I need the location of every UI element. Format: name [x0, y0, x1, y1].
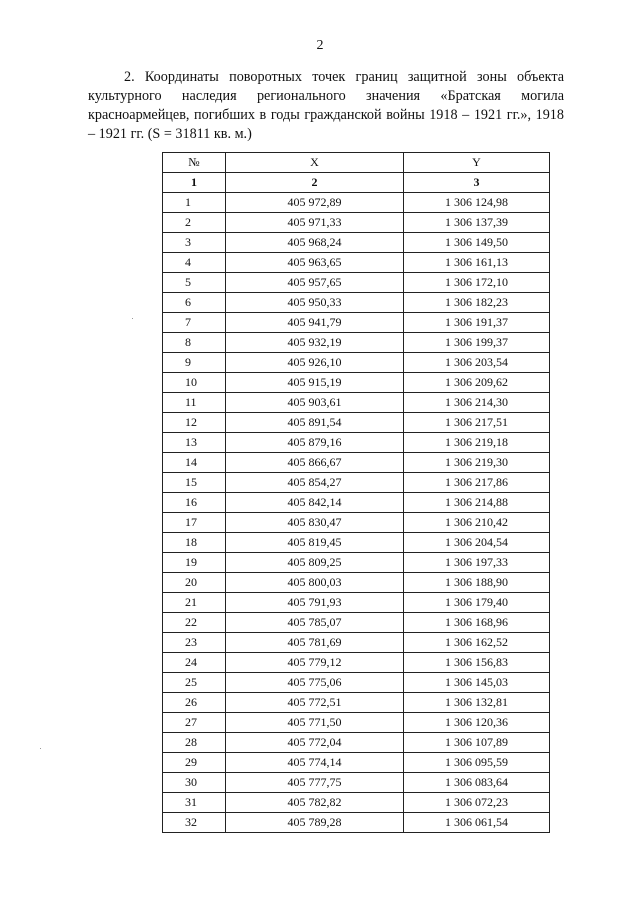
cell-point-number: 6 [163, 293, 226, 313]
cell-coordinate-x: 405 777,75 [226, 773, 404, 793]
cell-coordinate-y: 1 306 156,83 [404, 653, 550, 673]
table-row [163, 393, 550, 413]
cell-coordinate-x: 405 779,12 [226, 653, 404, 673]
cell-coordinate-y: 1 306 210,42 [404, 513, 550, 533]
cell-point-number: 2 [163, 213, 226, 233]
cell-coordinate-y: 1 306 168,96 [404, 613, 550, 633]
cell-coordinate-x: 405 932,19 [226, 333, 404, 353]
cell-coordinate-y: 1 306 120,36 [404, 713, 550, 733]
table-row [163, 453, 550, 473]
coordinates-table [162, 152, 550, 833]
cell-coordinate-x: 405 957,65 [226, 273, 404, 293]
cell-coordinate-x: 405 772,04 [226, 733, 404, 753]
cell-coordinate-x: 405 789,28 [226, 813, 404, 833]
cell-coordinate-y: 1 306 219,30 [404, 453, 550, 473]
table-row [163, 753, 550, 773]
cell-point-number: 29 [163, 753, 226, 773]
cell-coordinate-x: 405 830,47 [226, 513, 404, 533]
cell-coordinate-y: 1 306 132,81 [404, 693, 550, 713]
table-row [163, 813, 550, 833]
cell-coordinate-x: 405 774,14 [226, 753, 404, 773]
cell-point-number: 21 [163, 593, 226, 613]
cell-point-number: 18 [163, 533, 226, 553]
cell-point-number: 11 [163, 393, 226, 413]
cell-point-number: 12 [163, 413, 226, 433]
cell-coordinate-y: 1 306 161,13 [404, 253, 550, 273]
cell-point-number: 19 [163, 553, 226, 573]
table-row [163, 533, 550, 553]
cell-coordinate-x: 405 781,69 [226, 633, 404, 653]
table-row [163, 513, 550, 533]
cell-coordinate-x: 405 891,54 [226, 413, 404, 433]
scan-mark [132, 318, 133, 319]
cell-point-number: 4 [163, 253, 226, 273]
cell-point-number: 25 [163, 673, 226, 693]
table-row [163, 473, 550, 493]
cell-coordinate-y: 1 306 204,54 [404, 533, 550, 553]
cell-coordinate-y: 1 306 191,37 [404, 313, 550, 333]
cell-coordinate-y: 1 306 124,98 [404, 193, 550, 213]
cell-coordinate-x: 405 879,16 [226, 433, 404, 453]
cell-coordinate-y: 1 306 162,52 [404, 633, 550, 653]
cell-coordinate-y: 1 306 149,50 [404, 233, 550, 253]
cell-point-number: 20 [163, 573, 226, 593]
cell-point-number: 14 [163, 453, 226, 473]
table-row [163, 413, 550, 433]
cell-coordinate-x: 405 775,06 [226, 673, 404, 693]
table-row [163, 233, 550, 253]
section-heading: 2. Координаты поворотных точек границ защитной зоны объекта культурного наследия регионального значения «Братская могила красноармейцев, погибших в годы гражданской войны 1918 – 1921 гг.», 1918 – 1921 гг. (S = 31811 кв. м.) [88, 69, 564, 142]
cell-coordinate-x: 405 819,45 [226, 533, 404, 553]
table-header-row [163, 153, 550, 173]
cell-coordinate-y: 1 306 137,39 [404, 213, 550, 233]
cell-point-number: 28 [163, 733, 226, 753]
cell-point-number: 26 [163, 693, 226, 713]
cell-coordinate-y: 1 306 214,88 [404, 493, 550, 513]
column-header-x: X [226, 153, 404, 173]
table-row [163, 433, 550, 453]
table-row [163, 573, 550, 593]
cell-coordinate-x: 405 772,51 [226, 693, 404, 713]
cell-coordinate-x: 405 791,93 [226, 593, 404, 613]
table-row [163, 593, 550, 613]
cell-coordinate-y: 1 306 061,54 [404, 813, 550, 833]
cell-coordinate-y: 1 306 145,03 [404, 673, 550, 693]
table-row [163, 333, 550, 353]
cell-coordinate-y: 1 306 095,59 [404, 753, 550, 773]
column-index-number: 1 [163, 173, 226, 193]
cell-coordinate-y: 1 306 182,23 [404, 293, 550, 313]
cell-coordinate-x: 405 854,27 [226, 473, 404, 493]
table-row [163, 793, 550, 813]
table-row [163, 193, 550, 213]
cell-coordinate-y: 1 306 083,64 [404, 773, 550, 793]
cell-coordinate-x: 405 866,67 [226, 453, 404, 473]
cell-coordinate-x: 405 809,25 [226, 553, 404, 573]
cell-coordinate-x: 405 915,19 [226, 373, 404, 393]
cell-point-number: 24 [163, 653, 226, 673]
column-index-y: 3 [404, 173, 550, 193]
cell-coordinate-x: 405 963,65 [226, 253, 404, 273]
table-row [163, 273, 550, 293]
cell-coordinate-x: 405 800,03 [226, 573, 404, 593]
cell-point-number: 5 [163, 273, 226, 293]
cell-coordinate-x: 405 785,07 [226, 613, 404, 633]
cell-point-number: 31 [163, 793, 226, 813]
table-row [163, 553, 550, 573]
scan-mark [40, 748, 41, 749]
cell-point-number: 15 [163, 473, 226, 493]
cell-point-number: 30 [163, 773, 226, 793]
table-row [163, 313, 550, 333]
cell-point-number: 32 [163, 813, 226, 833]
cell-coordinate-y: 1 306 199,37 [404, 333, 550, 353]
cell-coordinate-y: 1 306 188,90 [404, 573, 550, 593]
cell-coordinate-y: 1 306 197,33 [404, 553, 550, 573]
cell-point-number: 3 [163, 233, 226, 253]
cell-point-number: 7 [163, 313, 226, 333]
table-row [163, 253, 550, 273]
cell-coordinate-y: 1 306 217,51 [404, 413, 550, 433]
cell-coordinate-x: 405 968,24 [226, 233, 404, 253]
cell-point-number: 16 [163, 493, 226, 513]
table-row [163, 773, 550, 793]
table-index-row [163, 173, 550, 193]
table-row [163, 673, 550, 693]
cell-coordinate-y: 1 306 209,62 [404, 373, 550, 393]
table-row [163, 733, 550, 753]
table-row [163, 493, 550, 513]
cell-coordinate-x: 405 903,61 [226, 393, 404, 413]
cell-coordinate-x: 405 971,33 [226, 213, 404, 233]
cell-point-number: 27 [163, 713, 226, 733]
cell-coordinate-y: 1 306 072,23 [404, 793, 550, 813]
column-index-x: 2 [226, 173, 404, 193]
cell-coordinate-y: 1 306 217,86 [404, 473, 550, 493]
cell-coordinate-x: 405 782,82 [226, 793, 404, 813]
cell-coordinate-y: 1 306 172,10 [404, 273, 550, 293]
cell-point-number: 17 [163, 513, 226, 533]
table-row [163, 213, 550, 233]
cell-coordinate-x: 405 972,89 [226, 193, 404, 213]
cell-point-number: 13 [163, 433, 226, 453]
cell-point-number: 1 [163, 193, 226, 213]
cell-point-number: 10 [163, 373, 226, 393]
table-row [163, 713, 550, 733]
cell-coordinate-y: 1 306 179,40 [404, 593, 550, 613]
cell-coordinate-x: 405 950,33 [226, 293, 404, 313]
cell-coordinate-x: 405 926,10 [226, 353, 404, 373]
table-row [163, 293, 550, 313]
cell-coordinate-x: 405 842,14 [226, 493, 404, 513]
cell-coordinate-y: 1 306 214,30 [404, 393, 550, 413]
table-row [163, 633, 550, 653]
table-row [163, 353, 550, 373]
cell-point-number: 8 [163, 333, 226, 353]
cell-coordinate-x: 405 941,79 [226, 313, 404, 333]
table-row [163, 653, 550, 673]
cell-coordinate-y: 1 306 219,18 [404, 433, 550, 453]
table-row [163, 613, 550, 633]
cell-point-number: 9 [163, 353, 226, 373]
cell-coordinate-x: 405 771,50 [226, 713, 404, 733]
table-row [163, 373, 550, 393]
cell-point-number: 22 [163, 613, 226, 633]
cell-point-number: 23 [163, 633, 226, 653]
column-header-number: № [163, 153, 226, 173]
table-row [163, 693, 550, 713]
cell-coordinate-y: 1 306 107,89 [404, 733, 550, 753]
page-number: 2 [316, 38, 324, 53]
column-header-y: Y [404, 153, 550, 173]
cell-coordinate-y: 1 306 203,54 [404, 353, 550, 373]
